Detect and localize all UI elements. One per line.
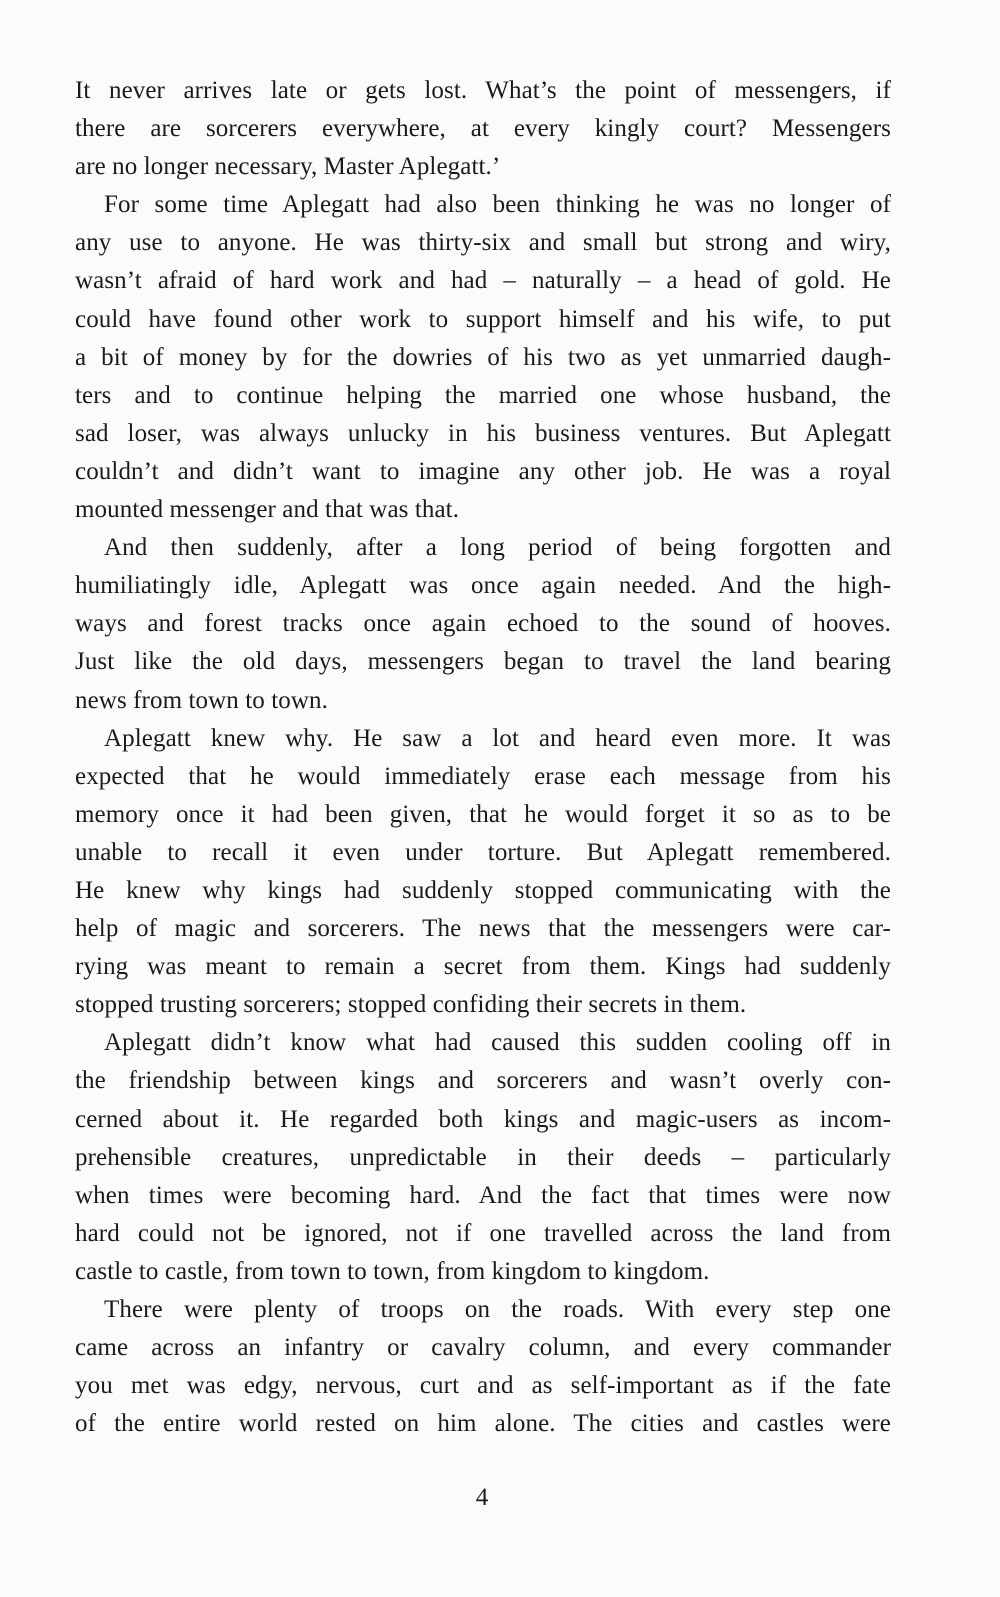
text-line: He knew why kings had suddenly stopped communicating with the bbox=[75, 876, 891, 904]
text-line: hard could not be ignored, not if one travelled across the land from bbox=[75, 1219, 891, 1247]
text-line: couldn’t and didn’t want to imagine any other job. He was a royal bbox=[75, 457, 891, 485]
text-line: you met was edgy, nervous, curt and as self-important as if the fate bbox=[75, 1372, 891, 1400]
text-line: cerned about it. He regarded both kings and magic-users as incom- bbox=[75, 1105, 891, 1133]
text-line: For some time Aplegatt had also been thinking he was no longer of bbox=[104, 191, 891, 219]
text-line: wasn’t afraid of hard work and had – naturally – a head of gold. He bbox=[75, 267, 891, 295]
text-line: ters and to continue helping the married one whose husband, the bbox=[75, 381, 891, 409]
text-line: any use to anyone. He was thirty-six and small but strong and wiry, bbox=[75, 229, 891, 257]
text-line: news from town to town. bbox=[75, 686, 328, 714]
text-line: There were plenty of troops on the roads. With every step one bbox=[104, 1296, 891, 1323]
text-line: unable to recall it even under torture. But Aplegatt remembered. bbox=[75, 838, 891, 866]
text-line: stopped trusting sorcerers; stopped confiding their secrets in them. bbox=[75, 991, 747, 1019]
text-line: came across an infantry or cavalry column, and every commander bbox=[75, 1334, 891, 1362]
text-line: when times were becoming hard. And the fact that times were now bbox=[75, 1181, 891, 1209]
page-number: 4 bbox=[475, 1484, 489, 1511]
text-line: humiliatingly idle, Aplegatt was once again needed. And the high- bbox=[75, 572, 891, 600]
text-line: a bit of money by for the dowries of his two as yet unmarried daugh- bbox=[75, 343, 891, 371]
text-line: of the entire world rested on him alone. The cities and castles were bbox=[75, 1410, 891, 1438]
text-line: Just like the old days, messengers began to travel the land bearing bbox=[75, 648, 891, 676]
text-line: It never arrives late or gets lost. What’s the point of messengers, if bbox=[75, 77, 891, 104]
text-line: prehensible creatures, unpredictable in their deeds – particularly bbox=[75, 1143, 891, 1171]
text-line: there are sorcerers everywhere, at every kingly court? Messengers bbox=[75, 115, 891, 143]
text-line: rying was meant to remain a secret from them. Kings had suddenly bbox=[75, 953, 891, 981]
text-line: mounted messenger and that was that. bbox=[75, 496, 460, 524]
text-line: Aplegatt knew why. He saw a lot and heard even more. It was bbox=[104, 724, 891, 752]
text-line: memory once it had been given, that he would forget it so as to be bbox=[75, 800, 891, 828]
text-line: are no longer necessary, Master Aplegatt.’ bbox=[75, 153, 501, 181]
text-line: castle to castle, from town to town, from kingdom to kingdom. bbox=[75, 1257, 710, 1285]
text-line: the friendship between kings and sorcerers and wasn’t overly con- bbox=[75, 1067, 891, 1095]
body-text bbox=[75, 72, 891, 1443]
text-line: expected that he would immediately erase each message from his bbox=[75, 762, 891, 790]
text-line: Aplegatt didn’t know what had caused this sudden cooling off in bbox=[104, 1029, 891, 1057]
text-line: ways and forest tracks once again echoed to the sound of hooves. bbox=[75, 610, 891, 638]
text-line: help of magic and sorcerers. The news that the messengers were car- bbox=[75, 915, 891, 943]
text-line: could have found other work to support himself and his wife, to put bbox=[75, 305, 891, 333]
text-line: sad loser, was always unlucky in his business ventures. But Aplegatt bbox=[75, 419, 891, 447]
text-line: And then suddenly, after a long period of being forgotten and bbox=[104, 534, 891, 562]
